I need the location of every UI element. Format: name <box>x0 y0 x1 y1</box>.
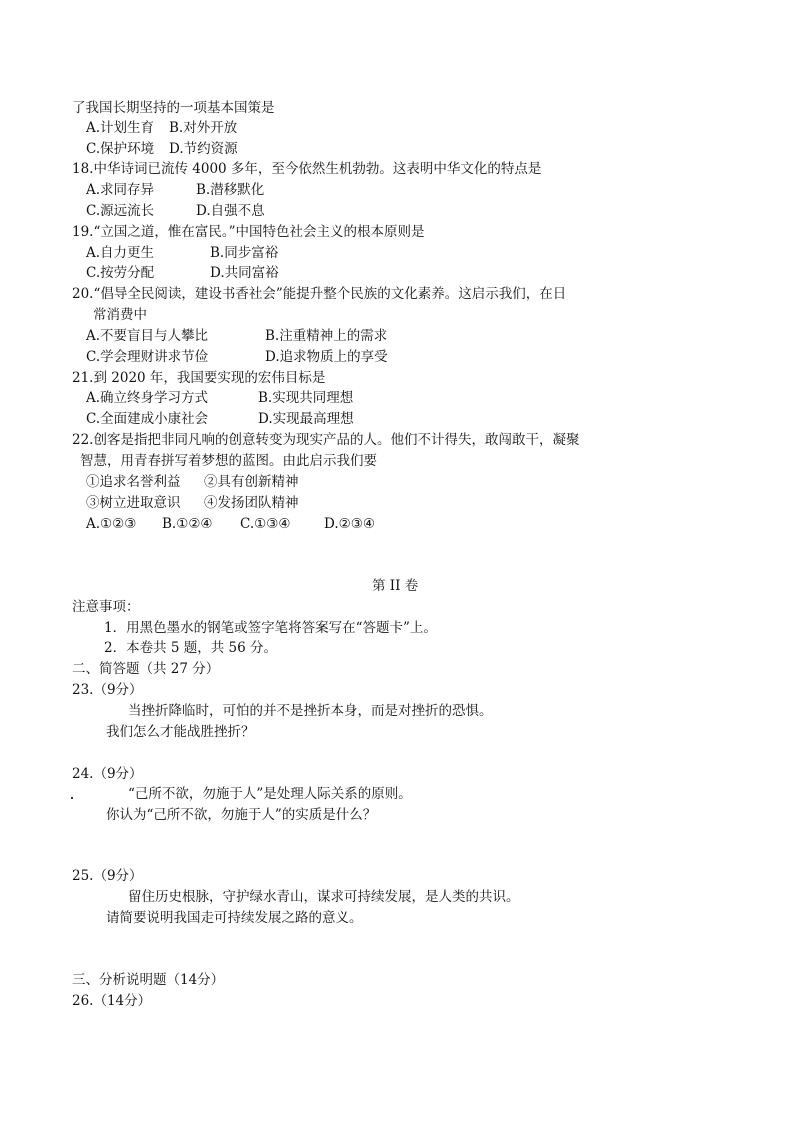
q17-option-a: A.计划生育 <box>86 120 155 136</box>
q18-option-d: D.自强不息 <box>196 203 265 219</box>
q22-item-4: ④发扬团队精神 <box>204 495 299 511</box>
q20-stem-line2: 常消费中 <box>93 307 147 323</box>
q18-option-b: B.潜移默化 <box>196 182 265 198</box>
q22-stem-line1: 22.创客是指把非同凡响的创意转变为现实产品的人。他们不计得失，敢闯敢干，凝聚 <box>72 432 580 448</box>
q21-option-d: D.实现最高理想 <box>258 411 354 427</box>
q20-option-d: D.追求物质上的享受 <box>265 349 388 365</box>
q20-stem-line1: 20.“倡导全民阅读，建设书香社会”能提升整个民族的文化素养。这启示我们，在日 <box>72 286 567 302</box>
q19-option-a: A.自力更生 <box>86 245 155 261</box>
q22-item-3: ③树立进取意识 <box>86 495 181 511</box>
q24-material: “己所不欲，勿施于人”是处理人际关系的原则。 <box>128 786 412 802</box>
notice-item-2: 2．本卷共 5 题，共 56 分。 <box>104 640 278 656</box>
q25-material: 留住历史根脉，守护绿水青山，谋求可持续发展，是人类的共识。 <box>128 889 520 905</box>
q21-option-c: C.全面建成小康社会 <box>86 411 209 427</box>
q21-stem: 21.到 2020 年，我国要实现的宏伟目标是 <box>72 370 326 386</box>
q19-option-d: D.共同富裕 <box>210 265 279 281</box>
q18-stem: 18.中华诗词已流传 4000 多年，至今依然生机勃勃。这表明中华文化的特点是 <box>72 161 542 177</box>
q20-option-c: C.学会理财讲求节俭 <box>86 349 209 365</box>
q17-option-d: D.节约资源 <box>169 141 238 157</box>
q17-stem-tail: 了我国长期坚持的一项基本国策是 <box>72 100 275 116</box>
q26-head: 26.（14分） <box>72 993 152 1009</box>
q19-option-b: B.同步富裕 <box>210 245 279 261</box>
stray-dot <box>71 797 73 799</box>
q23-head: 23.（9分） <box>72 682 143 698</box>
q24-question: 你认为“己所不欲，勿施于人”的实质是什么？ <box>106 807 377 823</box>
q22-option-b: B.①②④ <box>162 516 213 532</box>
q21-option-b: B.实现共同理想 <box>258 390 354 406</box>
q18-option-a: A.求同存异 <box>86 182 155 198</box>
q22-option-c: C.①③④ <box>240 516 291 532</box>
q23-material: 当挫折降临时，可怕的并不是挫折本身，而是对挫折的恐惧。 <box>128 703 493 719</box>
q22-item-1: ①追求名誉利益 <box>86 474 181 490</box>
q25-question: 请简要说明我国走可持续发展之路的意义。 <box>106 910 363 926</box>
notice-title: 注意事项： <box>72 599 140 615</box>
section2-title: 二、简答题（共 27 分） <box>72 661 220 677</box>
q22-item-2: ②具有创新精神 <box>204 474 299 490</box>
q17-option-c: C.保护环境 <box>86 141 155 157</box>
section3-title: 三、分析说明题（14分） <box>72 972 225 988</box>
q19-stem: 19.“立国之道，惟在富民。”中国特色社会主义的根本原则是 <box>72 224 425 240</box>
q17-option-b: B.对外开放 <box>169 120 238 136</box>
q23-question: 我们怎么才能战胜挫折？ <box>106 724 255 740</box>
q20-option-a: A.不要盲目与人攀比 <box>86 328 209 344</box>
part2-title: 第 II 卷 <box>372 578 419 594</box>
q22-option-a: A.①②③ <box>86 516 137 532</box>
notice-item-1: 1．用黑色墨水的钢笔或签字笔将答案写在“答题卡”上。 <box>104 620 437 636</box>
q22-stem-line2: 智慧，用青春拼写着梦想的蓝图。由此启示我们要 <box>80 453 377 469</box>
q25-head: 25.（9分） <box>72 868 143 884</box>
q20-option-b: B.注重精神上的需求 <box>265 328 388 344</box>
q19-option-c: C.按劳分配 <box>86 265 155 281</box>
q24-head: 24.（9分） <box>72 766 143 782</box>
q21-option-a: A.确立终身学习方式 <box>86 390 209 406</box>
q22-option-d: D.②③④ <box>324 516 375 532</box>
q18-option-c: C.源远流长 <box>86 203 155 219</box>
